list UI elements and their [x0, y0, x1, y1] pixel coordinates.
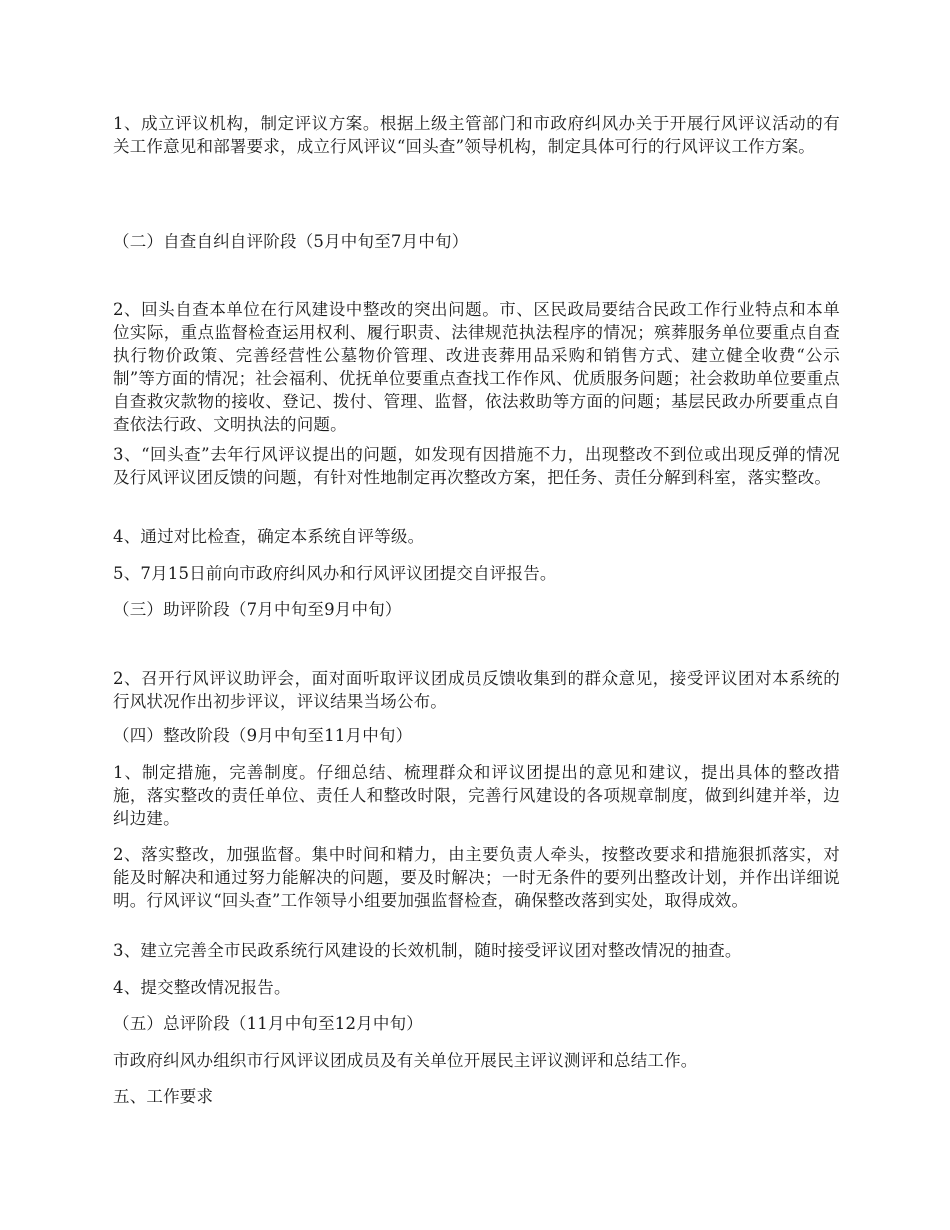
section-heading-final-review: （五）总评阶段（11月中旬至12月中旬）: [113, 1014, 423, 1033]
paragraph-submit-report: 5、7月15日前向市政府纠风办和行风评议团提交自评报告。: [113, 564, 557, 583]
section-heading-assisted-review: （三）助评阶段（7月中旬至9月中旬）: [113, 600, 402, 619]
paragraph-measures: 1、制定措施，完善制度。仔细总结、梳理群众和评议团提出的意见和建议，提出具体的整改措施，落实整改的责任单位、责任人和整改时限，完善行风建设的各项规章制度，做到纠建并举，边纠边建。: [113, 763, 840, 828]
paragraph-review-meeting: 2、召开行风评议助评会，面对面听取评议团成员反馈收集到的群众意见，接受评议团对本系统的行风状况作出初步评议，评议结果当场公布。: [113, 669, 840, 711]
section-heading-rectification: （四）整改阶段（9月中旬至11月中旬）: [113, 726, 413, 745]
paragraph-long-term-mechanism: 3、建立完善全市民政系统行风建设的长效机制，随时接受评议团对整改情况的抽查。: [113, 941, 742, 960]
section-heading-self-review: （二）自查自纠自评阶段（5月中旬至7月中旬）: [113, 232, 469, 251]
paragraph-implementation: 2、落实整改，加强监督。集中时间和精力，由主要负责人牵头，按整改要求和措施狠抓落实，对能及时解决和通过努力能解决的问题，要及时解决；一时无条件的要列出整改计划，并作出详细说明。行风评议“回头查”工作领导小组要加强监督检查，确保整改落到实处，取得成效。: [113, 845, 840, 910]
paragraph-self-inspection: 2、回头自查本单位在行风建设中整改的突出问题。市、区民政局要结合民政工作行业特点和本单位实际，重点监督检查运用权利、履行职责、法律规范执法程序的情况；殡葬服务单位要重点自查执行物价政策、完善经营性公墓物价管理、改进丧葬用品采购和销售方式、建立健全收费“公示制”等方面的情况；社会福利、优抚单位要重点查找工作作风、优质服务问题；社会救助单位要重点自查救灾款物的接收、登记、拨付、管理、监督，依法救助等方面的问题；基层民政办所要重点自查依法行政、文明执法的问题。: [113, 300, 840, 434]
paragraph-establish-review-body: 1、成立评议机构，制定评议方案。根据上级主管部门和市政府纠风办关于开展行风评议活动的有关工作意见和部署要求，成立行风评议“回头查”领导机构，制定具体可行的行风评议工作方案。: [113, 114, 840, 156]
paragraph-submit-rectification-report: 4、提交整改情况报告。: [113, 978, 291, 997]
paragraph-look-back-issues: 3、“回头查”去年行风评议提出的问题，如发现有因措施不力，出现整改不到位或出现反弹的情况及行风评议团反馈的问题，有针对性地制定再次整改方案，把任务、责任分解到科室，落实整改。: [113, 445, 840, 487]
section-heading-work-requirements: 五、工作要求: [113, 1087, 214, 1106]
paragraph-self-rating: 4、通过对比检查，确定本系统自评等级。: [113, 527, 425, 546]
paragraph-final-evaluation: 市政府纠风办组织市行风评议团成员及有关单位开展民主评议测评和总结工作。: [113, 1051, 698, 1070]
